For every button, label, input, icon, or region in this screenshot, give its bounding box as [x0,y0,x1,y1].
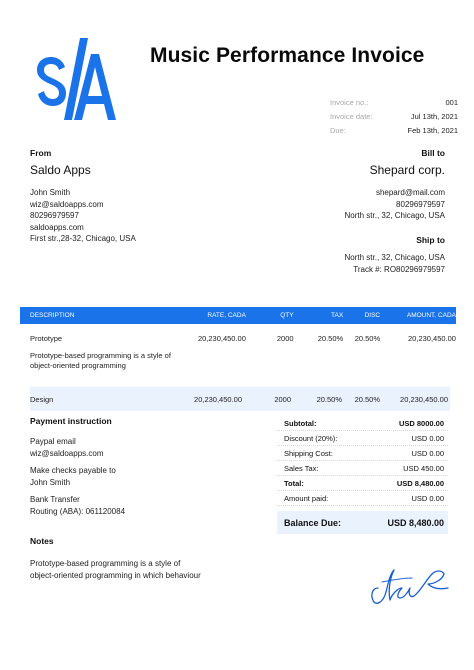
item-description: Prototype [30,334,63,343]
payment-instruction [30,416,230,517]
item-tax: 20.50% [317,334,344,343]
item-tax: 20.50% [316,394,342,404]
bill-to-address: North str., 32, Chicago, USA [344,211,445,220]
summary-value: USD 0.00 [411,493,444,503]
bill-to-email: shepard@mail.com [375,188,445,197]
from-company: Saldo Apps [30,163,91,177]
meta-row-invoice-no [330,95,458,109]
meta-value: Jul 13th, 2021 [410,111,458,121]
header-tax: TAX [331,312,344,319]
balance-due-value: USD 8,480.00 [387,517,444,528]
notes-section [30,536,240,581]
summary-value: USD 450.00 [403,463,444,473]
meta-label: Due: [330,125,346,135]
ship-to-address: North str., 32, Chicago, USA [344,253,445,262]
summary-label: Amount paid: [284,493,329,503]
summary-value: USD 8000.00 [398,418,444,428]
payment-checks-label: Make checks payable to [30,466,116,475]
table-header [20,307,456,324]
meta-value: 001 [445,97,458,107]
from-section [30,148,230,245]
header-amount: AMOUNT, CADA [406,312,456,319]
header-qty: QTY [280,312,294,319]
table-row [20,324,456,387]
from-website: saldoapps.com [30,222,84,232]
summary-amount-paid [277,491,448,506]
meta-row-due [330,123,458,137]
header-rate: RATE, CADA [207,312,246,319]
payment-paypal-label: Paypal email [30,437,76,446]
ship-to-section [225,235,445,275]
invoice-meta [330,95,458,137]
from-address: First str.,28-32, Chicago, USA [30,234,136,243]
bill-to-company: Shepard corp. [369,163,445,177]
ship-to-heading: Ship to [416,235,445,245]
notes-line: object-oriented programming in which behaviour [30,570,201,580]
item-description: Design [30,394,54,404]
summary-label: Subtotal: [284,418,317,428]
from-heading: From [30,148,52,158]
invoice-title: Music Performance Invoice [150,44,425,67]
from-contact-name: John Smith [30,188,71,197]
header-description: DESCRIPTION [30,312,75,319]
summary-total [277,476,448,491]
item-rate: 20,230,450.00 [194,394,242,404]
summary-label: Discount (20%): [284,433,338,443]
header-disc: DISC [364,312,381,319]
item-amount: 20,230,450.00 [408,334,456,343]
ship-to-track: Track #: RO80296979597 [353,264,445,274]
item-qty: 2000 [276,334,294,343]
from-email: wiz@saldoapps.com [30,199,104,209]
summary-discount [277,431,448,446]
payment-bank-routing: Routing (ABA): 061120084 [30,506,126,516]
summary-value: USD 0.00 [411,433,444,443]
invoice-summary [277,416,448,534]
payment-checks-payee: John Smith [30,477,71,487]
signature [368,558,452,610]
notes-heading: Notes [30,536,54,546]
from-phone: 80296979597 [30,211,79,220]
bill-to-phone: 80296979597 [396,199,445,209]
company-logo [36,36,118,120]
payment-paypal-email: wiz@saldoapps.com [30,448,104,458]
item-amount: 20,230,450.00 [400,394,448,404]
summary-label: Total: [284,478,304,488]
item-note: Prototype-based programming is a style of object-oriented programming [30,351,171,370]
summary-sales-tax [277,461,448,476]
balance-due [277,511,448,534]
item-qty: 2000 [274,394,291,404]
summary-subtotal [277,416,448,431]
summary-value: USD 8,480.00 [396,478,444,488]
meta-value: Feb 13th, 2021 [407,125,458,135]
item-disc: 20.50% [354,334,381,343]
item-rate: 20,230,450.00 [197,334,246,343]
balance-due-label: Balance Due: [284,517,342,528]
meta-label: Invoice no.: [330,97,369,107]
payment-heading: Payment instruction [30,416,112,426]
bill-to-heading: Bill to [421,148,445,158]
bill-to-section [225,148,445,222]
meta-label: Invoice date: [330,111,373,121]
summary-shipping [277,446,448,461]
notes-line: Prototype-based programming is a style of [30,559,181,568]
summary-value: USD 0.00 [411,448,444,458]
summary-label: Sales Tax: [284,463,319,473]
item-disc: 20.50% [354,394,380,404]
summary-label: Shipping Cost: [284,448,333,458]
table-row [30,387,450,411]
line-items-table [20,307,456,411]
payment-bank-label: Bank Transfer [30,495,80,504]
meta-row-invoice-date [330,109,458,123]
